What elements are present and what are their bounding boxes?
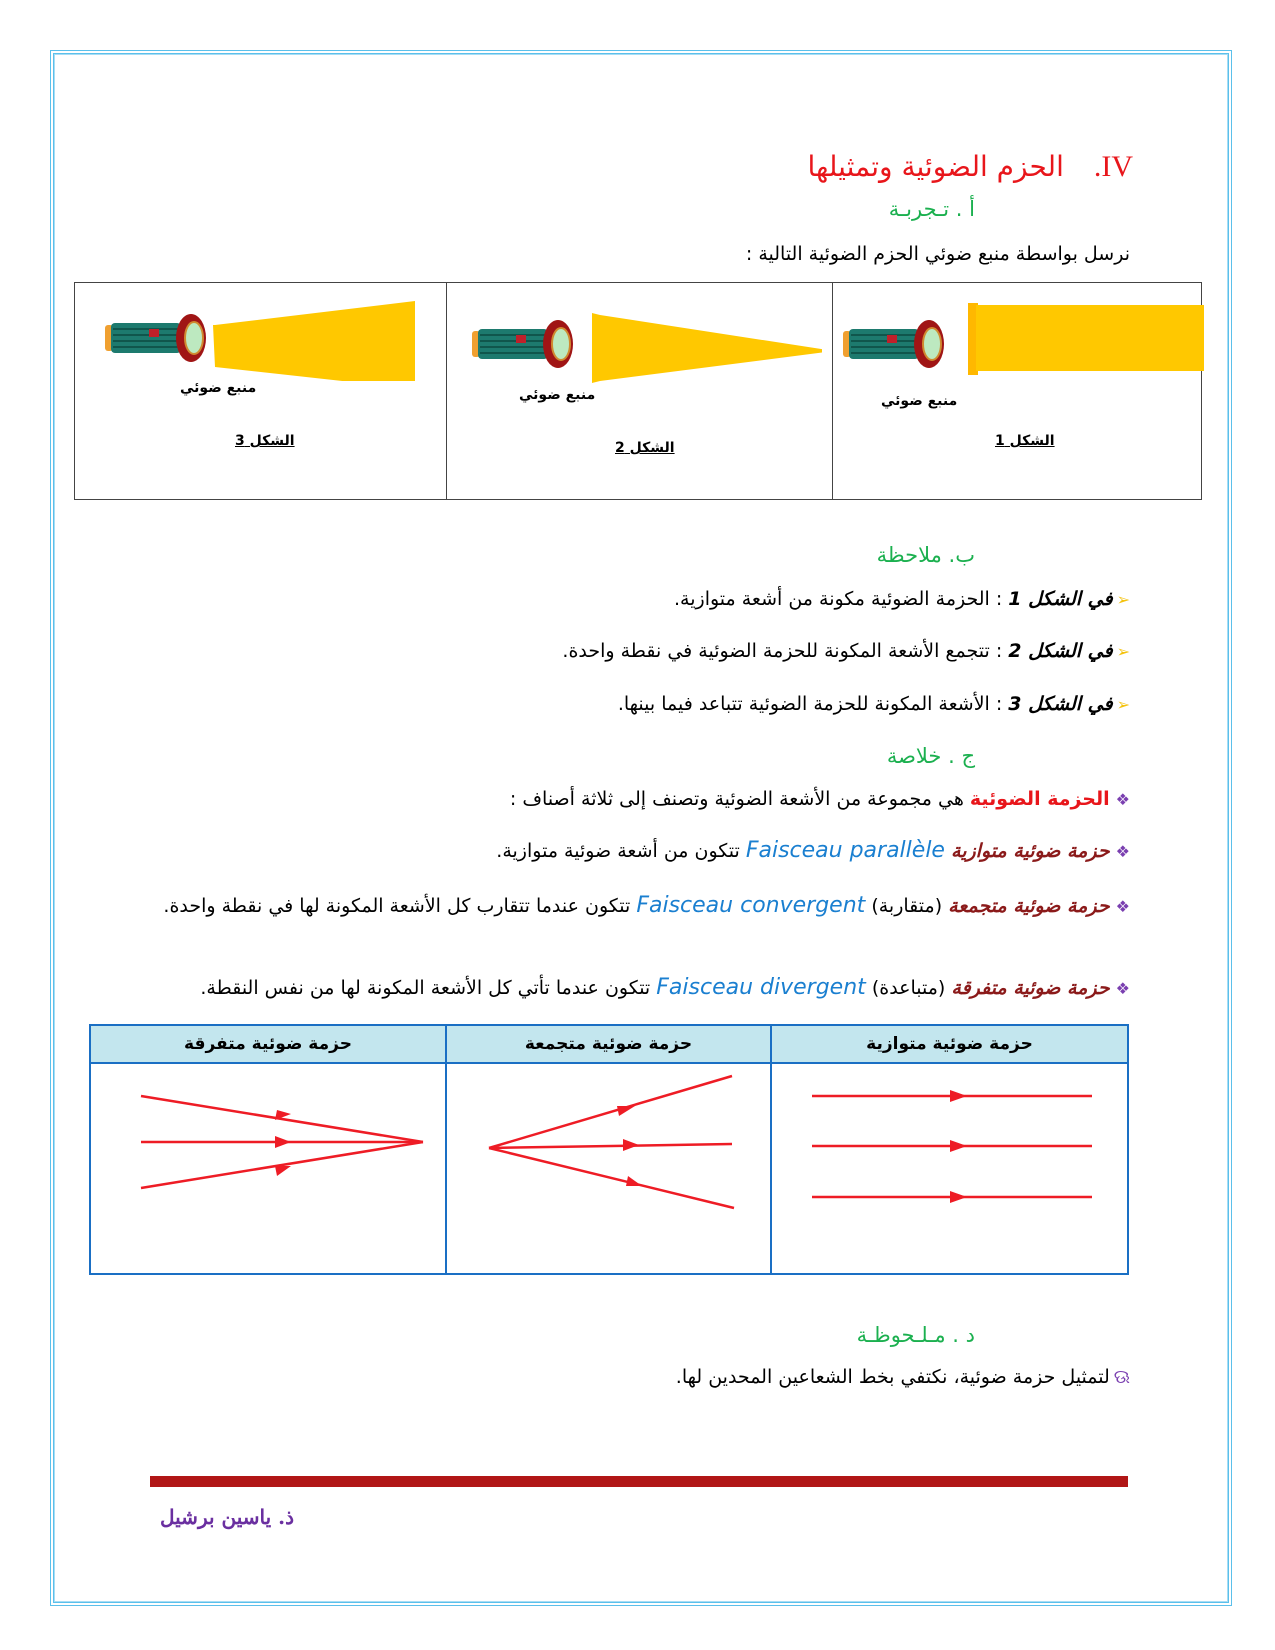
- figure-caption: الشكل 3: [235, 433, 295, 449]
- ray-line: [489, 1076, 732, 1148]
- author-signature: ذ. ياسين برشيل: [160, 1505, 295, 1529]
- observation-item: [674, 588, 1130, 610]
- beam-type-alt: (متقاربة): [865, 895, 949, 917]
- observation-heading: ب. ملاحظة: [876, 543, 975, 567]
- diamond-bullet-icon: ❖: [1115, 790, 1130, 809]
- convergent-rays-diagram: [447, 1064, 770, 1269]
- divergent-diagram-cell: [90, 1063, 446, 1274]
- parallel-rays-diagram: [772, 1064, 1127, 1269]
- definition-line: [510, 788, 1130, 810]
- beam-type-text: تتكون من أشعة ضوئية متوازية.: [496, 840, 746, 862]
- ray-arrow: [275, 1136, 291, 1148]
- diamond-bullet-icon: ❖: [1115, 979, 1130, 998]
- diamond-bullet-icon: ❖: [1115, 897, 1130, 916]
- arrow-bullet-icon: ➢: [1116, 590, 1130, 609]
- french-term: Faisceau parallèle: [745, 838, 945, 863]
- ray-line: [489, 1148, 734, 1208]
- figure-ref: في الشكل 3: [1008, 693, 1113, 715]
- flashlight-divergent-beam: [105, 301, 425, 381]
- figure-caption: الشكل 2: [615, 440, 675, 456]
- parallel-diagram-cell: [771, 1063, 1128, 1274]
- light-source-label: منبع ضوئي: [180, 380, 257, 396]
- header-parallel: حزمة ضوئية متوازية: [771, 1025, 1128, 1063]
- ray-arrow: [617, 1106, 635, 1116]
- ray-line: [489, 1144, 732, 1148]
- observation-text: : تتجمع الأشعة المكونة للحزمة الضوئية في نقطة واحدة.: [562, 640, 1009, 662]
- arrow-bullet-icon: ➢: [1116, 695, 1130, 714]
- experiment-figures-table: [74, 282, 1202, 500]
- observation-text: : الحزمة الضوئية مكونة من أشعة متوازية.: [674, 588, 1009, 610]
- ornament-bullet-icon: ଊ: [1113, 1366, 1130, 1388]
- header-divergent: حزمة ضوئية متفرقة: [90, 1025, 446, 1063]
- beam-type-text: تتكون عندما تأتي كل الأشعة المكونة لها من نفس النقطة.: [200, 977, 657, 999]
- beam-type-name: حزمة ضوئية متجمعة: [948, 895, 1110, 917]
- beam-type-name: حزمة ضوئية متفرقة: [951, 977, 1110, 999]
- figure-ref: في الشكل 1: [1008, 588, 1113, 610]
- beam-type-item: [496, 838, 1130, 863]
- beam-type-alt: (متباعدة): [865, 977, 952, 999]
- beam-type-text: تتكون عندما تتقارب كل الأشعة المكونة لها في نقطة: [221, 895, 637, 917]
- beam-type-text-cont: واحدة.: [163, 895, 216, 917]
- section-title: [807, 150, 1133, 184]
- divergent-rays-diagram: [91, 1064, 445, 1269]
- ray-arrow: [950, 1191, 967, 1203]
- figure-2-cell: [447, 283, 833, 500]
- flashlight-convergent-beam: [472, 301, 822, 391]
- definition-term: الحزمة الضوئية: [969, 788, 1110, 810]
- beam-type-name: حزمة ضوئية متوازية: [951, 840, 1110, 862]
- diamond-bullet-icon: ❖: [1115, 842, 1130, 861]
- beam-type-item: [200, 975, 1130, 1000]
- arrow-bullet-icon: ➢: [1116, 642, 1130, 661]
- light-source-label: منبع ضوئي: [519, 387, 596, 403]
- experiment-intro: نرسل بواسطة منبع ضوئي الحزم الضوئية التالية :: [745, 243, 1130, 265]
- figure-3-cell: [75, 283, 447, 500]
- ray-arrow: [950, 1090, 967, 1102]
- light-source-label: منبع ضوئي: [881, 393, 958, 409]
- figure-caption: الشكل 1: [995, 433, 1055, 449]
- remark-text: لتمثيل حزمة ضوئية، نكتفي بخط الشعاعين المحدين لها.: [675, 1366, 1110, 1388]
- observation-item: [618, 693, 1130, 715]
- french-term: Faisceau divergent: [656, 975, 866, 1000]
- experiment-heading: أ . تـجربـة: [888, 197, 975, 221]
- ray-arrow: [626, 1176, 642, 1186]
- section-number: IV.: [1093, 150, 1133, 183]
- header-convergent: حزمة ضوئية متجمعة: [446, 1025, 771, 1063]
- observation-item: [562, 640, 1130, 662]
- figure-1-cell: [833, 283, 1202, 500]
- ray-arrow: [623, 1139, 639, 1151]
- footer-divider-bar: [150, 1476, 1128, 1487]
- observation-text: : الأشعة المكونة للحزمة الضوئية تتباعد فيما بينها.: [617, 693, 1009, 715]
- section-title-text: الحزم الضوئية وتمثيلها: [807, 150, 1064, 183]
- remark-text-line: [676, 1366, 1130, 1388]
- ray-arrow: [950, 1140, 967, 1152]
- remark-heading: د . مـلـحوظـة: [856, 1323, 975, 1347]
- conclusion-heading: ج . خلاصة: [886, 744, 975, 768]
- ray-arrow: [275, 1166, 291, 1176]
- definition-text: هي مجموعة من الأشعة الضوئية وتصنف إلى ثلاثة أصناف :: [509, 788, 970, 810]
- ray-line: [141, 1142, 423, 1188]
- french-term: Faisceau convergent: [636, 893, 866, 918]
- convergent-diagram-cell: [446, 1063, 771, 1274]
- figure-ref: في الشكل 2: [1008, 640, 1113, 662]
- flashlight-parallel-beam: [843, 301, 1205, 391]
- ray-line: [141, 1096, 423, 1142]
- beam-representation-table: [89, 1024, 1129, 1275]
- beam-type-item: [148, 890, 1130, 923]
